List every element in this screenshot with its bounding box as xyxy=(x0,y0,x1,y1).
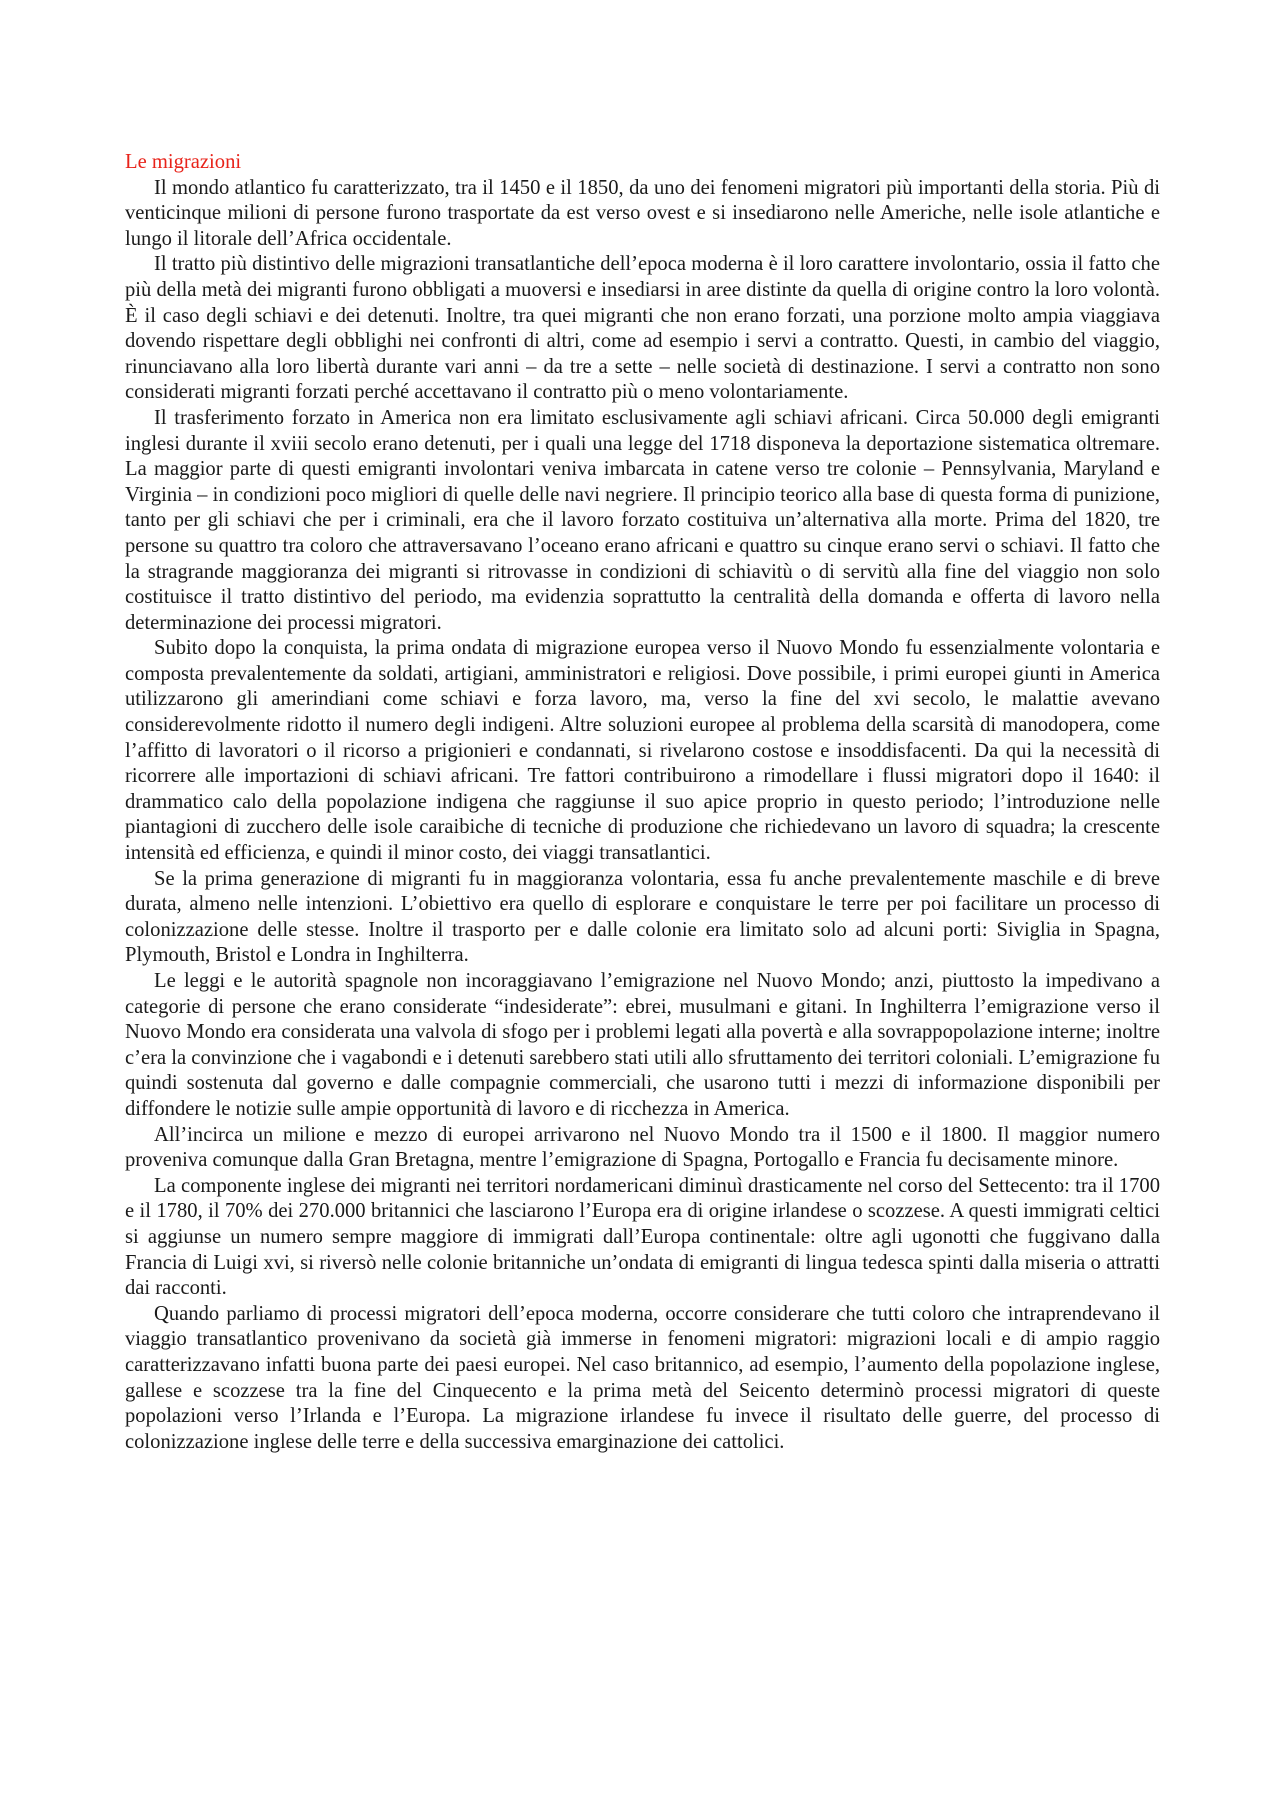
document-body xyxy=(125,150,1160,1455)
paragraph-6: Le leggi e le autorità spagnole non incoraggiavano l’emigrazione nel Nuovo Mondo; anzi, piuttosto la impedivano a categorie di persone che erano considerate “indesiderate”: ebrei, musulmani e gitani. In Inghilterra l’emigrazione verso il Nuovo Mondo era considerata una valvola di sfogo per i problemi legati alla povertà e alla sovrappopolazione interne; inoltre c’era la convinzione che i vagabondi e i detenuti sarebbero stati utili allo sfruttamento dei territori coloniali. L’emigrazione fu quindi sostenuta dal governo e dalle compagnie commerciali, che usarono tutti i mezzi di informazione disponibili per diffondere le notizie sulle ampie opportunità di lavoro e di ricchezza in America. xyxy=(125,970,1160,1120)
section-title: Le migrazioni xyxy=(125,151,242,173)
paragraph-5: Se la prima generazione di migranti fu in maggioranza volontaria, essa fu anche prevalentemente maschile e di breve durata, almeno nelle intenzioni. L’obiettivo era quello di esplorare e conquistare le terre per poi facilitare un processo di colonizzazione delle stesse. Inoltre il trasporto per e dalle colonie era limitato solo ad alcuni porti: Siviglia in Spagna, Plymouth, Bristol e Londra in Inghilterra. xyxy=(125,867,1160,967)
paragraph-1: Il mondo atlantico fu caratterizzato, tra il 1450 e il 1850, da uno dei fenomeni migratori più importanti della storia. Più di venticinque milioni di persone furono trasportate da est verso ovest e si insediarono nelle Americhe, nelle isole atlantiche e lungo il litorale dell’Africa occidentale. xyxy=(125,176,1160,250)
paragraph-7: All’incirca un milione e mezzo di europei arrivarono nel Nuovo Mondo tra il 1500 e il 1800. Il maggior numero proveniva comunque dalla Gran Bretagna, mentre l’emigrazione di Spagna, Portogallo e Francia fu decisamente minore. xyxy=(125,1123,1160,1172)
paragraph-2: Il tratto più distintivo delle migrazioni transatlantiche dell’epoca moderna è il loro carattere involontario, ossia il fatto che più della metà dei migranti furono obbligati a muoversi e insediarsi in aree distinte da quella di origine contro la loro volontà. È il caso degli schiavi e dei detenuti. Inoltre, tra quei migranti che non erano forzati, una porzione molto ampia viaggiava dovendo rispettare degli obblighi nei confronti di altri, come ad esempio i servi a contratto. Questi, in cambio del viaggio, rinunciavano alla loro libertà durante vari anni – da tre a sette – nelle società di destinazione. I servi a contratto non sono considerati migranti forzati perché accettavano il contratto più o meno volontariamente. xyxy=(125,253,1160,404)
paragraph-9: Quando parliamo di processi migratori dell’epoca moderna, occorre considerare che tutti coloro che intraprendevano il viaggio transatlantico provenivano da società già immerse in fenomeni migratori: migrazioni locali e di ampio raggio caratterizzavano infatti buona parte dei paesi europei. Nel caso britannico, ad esempio, l’aumento della popolazione inglese, gallese e scozzese tra la fine del Cinquecento e la prima metà del Seicento determinò processi migratori di queste popolazioni verso l’Irlanda e l’Europa. La migrazione irlandese fu invece il risultato delle guerre, del processo di colonizzazione inglese delle terre e della successiva emarginazione dei cattolici. xyxy=(125,1302,1160,1453)
paragraph-3: Il trasferimento forzato in America non era limitato esclusivamente agli schiavi africani. Circa 50.000 degli emigranti inglesi durante il xviii secolo erano detenuti, per i quali una legge del 1718 disponeva la deportazione sistematica oltremare. La maggior parte di questi emigranti involontari veniva imbarcata in catene verso tre colonie – Pennsylvania, Maryland e Virginia – in condizioni poco migliori di quelle delle navi negriere. Il principio teorico alla base di questa forma di punizione, tanto per gli schiavi che per i criminali, era che il lavoro forzato costituiva un’alternativa alla morte. Prima del 1820, tre persone su quattro tra coloro che attraversavano l’oceano erano africani e quattro su cinque erano servi o schiavi. Il fatto che la stragrande maggioranza dei migranti si ritrovasse in condizioni di schiavitù o di servitù alla fine del viaggio non solo costituisce il tratto distintivo del periodo, ma evidenzia soprattutto la centralità della domanda e offerta di lavoro nella determinazione dei processi migratori. xyxy=(125,406,1160,634)
paragraph-4: Subito dopo la conquista, la prima ondata di migrazione europea verso il Nuovo Mondo fu essenzialmente volontaria e composta prevalentemente da soldati, artigiani, amministratori e religiosi. Dove possibile, i primi europei giunti in America utilizzarono gli amerindiani come schiavi e forza lavoro, ma, verso la fine del xvi secolo, le malattie avevano considerevolmente ridotto il numero degli indigeni. Altre soluzioni europee al problema della scarsità di manodopera, come l’affitto di lavoratori o il ricorso a prigionieri e condannati, si rivelarono costose e insoddisfacenti. Da qui la necessità di ricorrere alle importazioni di schiavi africani. Tre fattori contribuirono a rimodellare i flussi migratori dopo il 1640: il drammatico calo della popolazione indigena che raggiunse il suo apice proprio in questo periodo; l’introduzione nelle piantagioni di zucchero delle isole caraibiche di tecniche di produzione che richiedevano un lavoro di squadra; la crescente intensità ed efficienza, e quindi il minor costo, dei viaggi transatlantici. xyxy=(125,637,1160,865)
paragraph-8: La componente inglese dei migranti nei territori nordamericani diminuì drasticamente nel corso del Settecento: tra il 1700 e il 1780, il 70% dei 270.000 britannici che lasciarono l’Europa era di origine irlandese o scozzese. A questi immigrati celtici si aggiunse un numero sempre maggiore di immigrati dall’Europa continentale: oltre agli ugonotti che fuggivano dalla Francia di Luigi xvi, si riversò nelle colonie britanniche un’ondata di emigranti di lingua tedesca spinti dalla miseria o attratti dai racconti. xyxy=(125,1174,1160,1300)
